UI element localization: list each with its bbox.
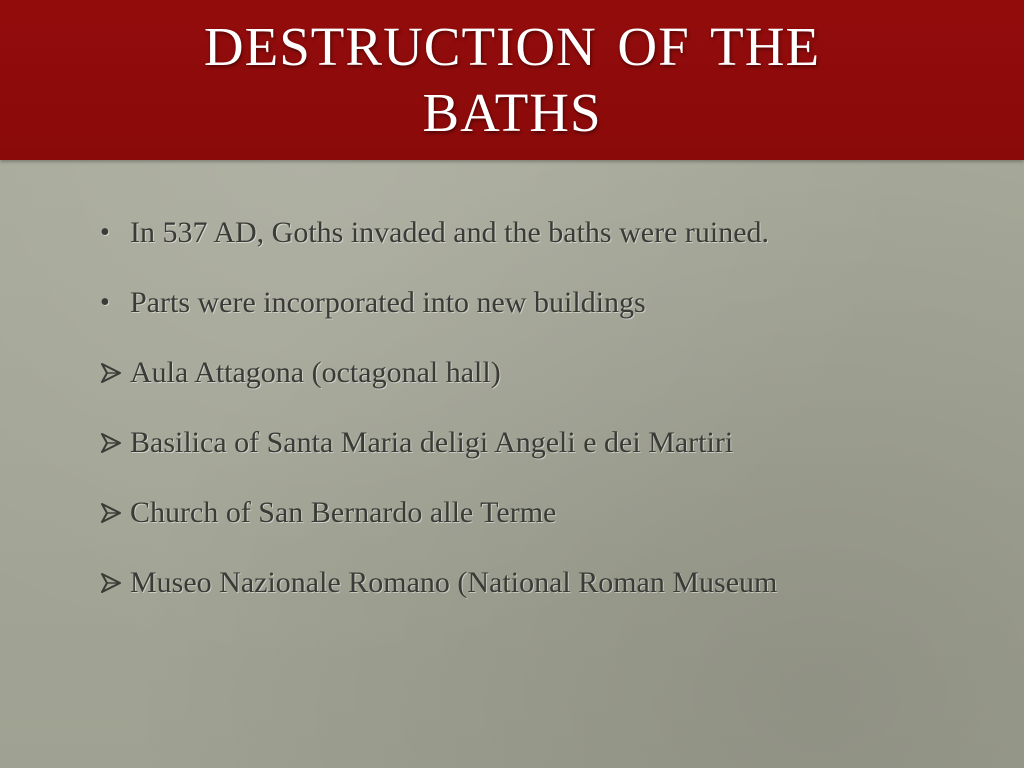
- list-item-text: In 537 AD, Goths invaded and the baths were ruined.: [130, 216, 770, 249]
- bullet-list: [96, 212, 996, 632]
- round-bullet-icon: •: [100, 287, 110, 318]
- list-item: [96, 492, 996, 562]
- list-item: [96, 212, 996, 282]
- list-item-text: Parts were incorporated into new buildings: [130, 286, 646, 319]
- list-item: [96, 562, 996, 632]
- arrow-bullet-icon: [100, 352, 132, 384]
- list-item: [96, 282, 996, 352]
- title-bar: [0, 0, 1024, 160]
- slide-title-line-1: destruction of the: [203, 0, 821, 82]
- list-item-text: Aula Attagona (octagonal hall): [130, 356, 501, 389]
- slide-title: [0, 0, 1024, 148]
- list-item-text: Church of San Bernardo alle Terme: [130, 496, 557, 529]
- arrow-bullet-icon: [100, 422, 132, 454]
- list-item: [96, 352, 996, 422]
- list-item-text: Basilica of Santa Maria deligi Angeli e dei Martiri: [130, 426, 734, 459]
- arrow-bullet-icon: [100, 492, 132, 524]
- arrow-bullet-icon: [100, 562, 132, 594]
- slide-title-line-2: baths: [422, 61, 602, 148]
- list-item-text: Museo Nazionale Romano (National Roman Museum: [130, 566, 778, 599]
- list-item: [96, 422, 996, 492]
- round-bullet-icon: •: [100, 217, 110, 248]
